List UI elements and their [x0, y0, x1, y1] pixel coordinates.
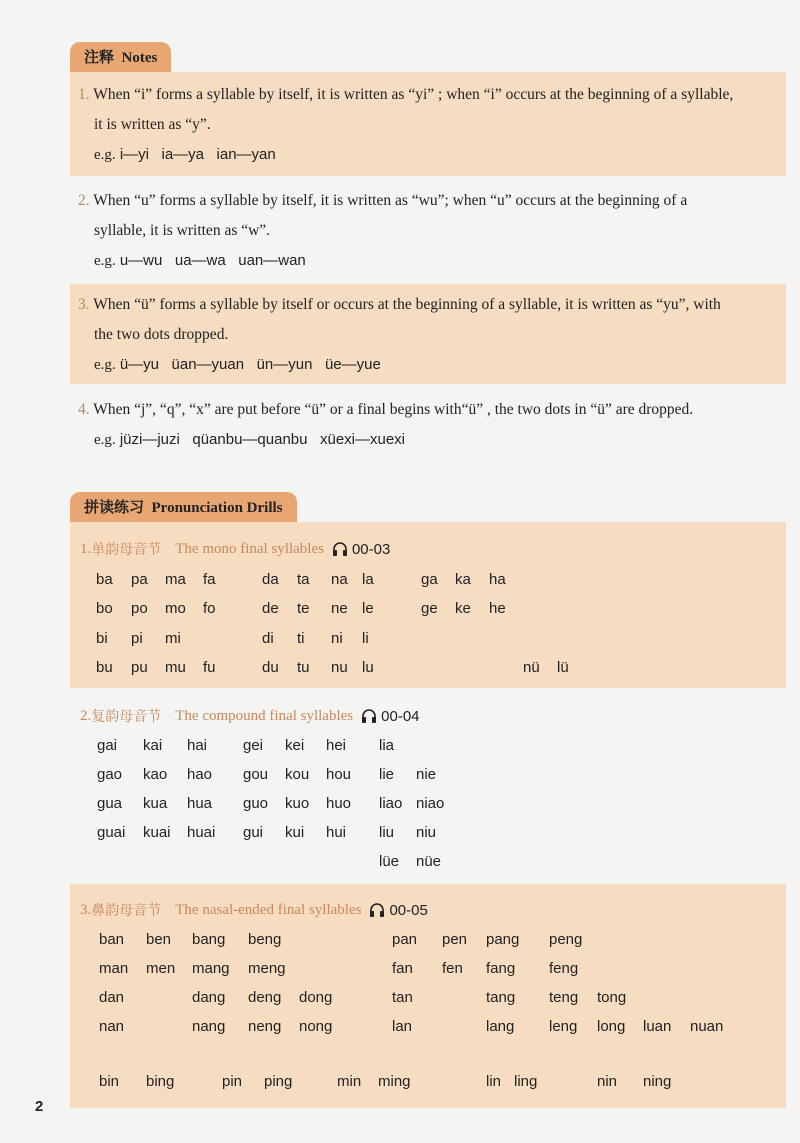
syllable: feng [549, 960, 579, 977]
syllable: min [337, 1073, 362, 1090]
syllable: bu [96, 658, 113, 676]
syllable: fang [486, 960, 516, 977]
syllable: gua [97, 795, 123, 812]
note-2-line-1 [78, 186, 788, 216]
note-3-line-1 [78, 290, 788, 320]
note-4-example: e.g. jüzi—juzi qüanbu—quanbu xüexi—xuexi [94, 431, 406, 448]
syllable: ning [643, 1073, 672, 1090]
syllable: pi [131, 629, 143, 647]
syllable: men [146, 960, 176, 977]
notes-tab-cn: 注释 [84, 48, 115, 66]
headphones-icon[interactable] [332, 541, 348, 557]
syllable: niu [416, 824, 437, 841]
syllable: dan [99, 989, 125, 1006]
syllable: lüe [379, 853, 400, 870]
drills-tab [70, 492, 297, 522]
drills-tab-en: Pronunciation Drills [151, 500, 283, 516]
note-1-line-1 [78, 80, 788, 110]
syllable: guai [97, 824, 126, 841]
note-2-example: e.g. u—wu ua—wa uan—wan [94, 252, 306, 269]
syllable: hai [187, 737, 208, 754]
syllable: lü [557, 658, 569, 676]
note-4-text-1: When “j”, “q”, “x” are put before “ü” or a final begins with“ü” , the two dots in “ü” are dropped. [93, 401, 694, 418]
syllable: nü [523, 658, 540, 676]
syllable: kua [143, 795, 168, 812]
headphones-icon[interactable] [361, 708, 377, 724]
drill-2-title [80, 706, 420, 726]
syllable: ga [421, 571, 438, 588]
drill-3-number: 3. [80, 901, 92, 918]
headphones-icon[interactable] [369, 902, 385, 918]
syllable: nie [416, 766, 437, 783]
syllable: ming [378, 1073, 411, 1090]
note-4-line-1 [78, 395, 788, 425]
syllable: tang [486, 989, 516, 1006]
syllable: dang [192, 989, 226, 1006]
syllable: luan [643, 1018, 672, 1035]
drill-1-audio-ref: 00-03 [351, 540, 391, 558]
syllable: kai [143, 737, 163, 754]
page-number: 2 [35, 1098, 44, 1115]
syllable: fo [203, 600, 216, 618]
syllable: beng [248, 931, 282, 948]
syllable: pang [486, 931, 520, 948]
note-3-text-2: the two dots dropped. [94, 326, 229, 343]
syllable: bin [99, 1073, 120, 1090]
note-4-number: 4. [78, 401, 90, 418]
syllable: fa [203, 571, 216, 588]
syllable: de [262, 600, 279, 618]
syllable: niao [416, 795, 445, 812]
syllable: bang [192, 931, 226, 948]
syllable: ni [331, 629, 343, 647]
syllable: dong [299, 989, 333, 1006]
syllable: li [362, 629, 369, 647]
syllable: po [131, 600, 148, 618]
syllable: di [262, 629, 274, 647]
drill-1-title-en: The mono final syllables [175, 540, 324, 557]
note-1 [78, 80, 788, 170]
drills-tab-cn: 拼读练习 [84, 498, 145, 516]
syllable: ba [96, 571, 113, 588]
syllable: liu [379, 824, 395, 841]
syllable: ping [264, 1073, 293, 1090]
syllable: gou [243, 766, 269, 783]
syllable: kuai [143, 824, 171, 841]
syllable: le [362, 600, 374, 618]
syllable: bo [96, 600, 113, 618]
drill-1-title [80, 539, 390, 559]
syllable: fen [442, 960, 463, 977]
drill-2-audio-ref: 00-04 [381, 707, 420, 725]
syllable: man [99, 960, 129, 977]
note-2-number: 2. [78, 192, 90, 209]
syllable: pu [131, 658, 148, 676]
syllable: huai [187, 824, 216, 841]
syllable: ban [99, 931, 125, 948]
drill-2-title-cn: 复韵母音节 [91, 709, 162, 725]
syllable: meng [248, 960, 286, 977]
syllable: fu [203, 658, 216, 676]
syllable: mo [165, 600, 186, 618]
syllable: bi [96, 629, 108, 647]
syllable: lang [486, 1018, 515, 1035]
syllable: na [331, 571, 348, 588]
note-1-text-1: When “i” forms a syllable by itself, it is written as “yi” ; when “i” occurs at the beginning of a syllable, [93, 86, 734, 103]
syllable: ka [455, 571, 471, 588]
syllable: kui [285, 824, 305, 841]
syllable: tu [297, 658, 310, 676]
notes-tab [70, 42, 171, 72]
syllable: nan [99, 1018, 125, 1035]
syllable: du [262, 658, 279, 676]
drill-1-title-cn: 单韵母音节 [91, 542, 162, 558]
syllable: la [362, 571, 374, 588]
drill-3-title [80, 900, 428, 920]
syllable: liao [379, 795, 403, 812]
syllable: hui [326, 824, 347, 841]
note-1-example: e.g. i—yi ia—ya ian—yan [94, 146, 276, 163]
syllable: nu [331, 658, 348, 676]
note-3 [78, 290, 788, 380]
syllable: da [262, 571, 279, 588]
syllable: nang [192, 1018, 226, 1035]
syllable: mang [192, 960, 230, 977]
syllable: nin [597, 1073, 618, 1090]
syllable: lie [379, 766, 395, 783]
note-1-number: 1. [78, 86, 90, 103]
syllable: ti [297, 629, 305, 647]
drill-3-title-en: The nasal-ended final syllables [175, 901, 362, 918]
syllable: lia [379, 737, 395, 754]
syllable: hou [326, 766, 352, 783]
drill-3-title-cn: 鼻韵母音节 [91, 903, 162, 919]
syllable: pin [222, 1073, 243, 1090]
syllable: nuan [690, 1018, 724, 1035]
syllable: kou [285, 766, 310, 783]
syllable: lin [486, 1073, 502, 1090]
syllable: teng [549, 989, 579, 1006]
syllable: ne [331, 600, 348, 618]
syllable: hua [187, 795, 213, 812]
syllable: deng [248, 989, 282, 1006]
syllable: neng [248, 1018, 282, 1035]
syllable: gei [243, 737, 264, 754]
syllable: kuo [285, 795, 310, 812]
drill-1-number: 1. [80, 540, 92, 557]
syllable: guo [243, 795, 269, 812]
note-3-number: 3. [78, 296, 90, 313]
syllable: hei [326, 737, 347, 754]
syllable: tong [597, 989, 627, 1006]
syllable: gai [97, 737, 118, 754]
syllable: nüe [416, 853, 442, 870]
syllable: huo [326, 795, 352, 812]
syllable: tan [392, 989, 413, 1006]
syllable: lu [362, 658, 374, 676]
drill-2-title-en: The compound final syllables [175, 707, 354, 724]
syllable: hao [187, 766, 213, 783]
syllable: ta [297, 571, 310, 588]
syllable: te [297, 600, 310, 618]
syllable: nong [299, 1018, 333, 1035]
note-2-text-2: syllable, it is written as “w”. [94, 222, 271, 239]
syllable: long [597, 1018, 626, 1035]
syllable: gui [243, 824, 264, 841]
syllable: kei [285, 737, 305, 754]
syllable: fan [392, 960, 413, 977]
note-1-text-2: it is written as “y”. [94, 116, 211, 133]
syllable: pa [131, 571, 148, 588]
syllable: gao [97, 766, 123, 783]
note-2-text-1: When “u” forms a syllable by itself, it is written as “wu”; when “u” occurs at the beginning of a [93, 192, 688, 209]
syllable: mu [165, 658, 186, 676]
drill-2-number: 2. [80, 707, 92, 724]
syllable: mi [165, 629, 181, 647]
syllable: peng [549, 931, 583, 948]
drill-3-audio-ref: 00-05 [389, 901, 428, 919]
syllable: pan [392, 931, 418, 948]
syllable: ha [489, 571, 506, 588]
syllable: ling [514, 1073, 538, 1090]
syllable: ben [146, 931, 172, 948]
note-3-example: e.g. ü—yu üan—yuan ün—yun üe—yue [94, 356, 381, 373]
note-2 [78, 186, 788, 276]
syllable: lan [392, 1018, 413, 1035]
syllable: ma [165, 571, 186, 588]
syllable: ke [455, 600, 471, 618]
syllable: kao [143, 766, 168, 783]
syllable: bing [146, 1073, 175, 1090]
syllable: leng [549, 1018, 578, 1035]
note-3-text-1: When “ü” forms a syllable by itself or occurs at the beginning of a syllable, it is written as “yu”, with [93, 296, 721, 313]
syllable: pen [442, 931, 468, 948]
note-4 [78, 395, 788, 455]
syllable: ge [421, 600, 438, 618]
syllable: he [489, 600, 506, 618]
notes-tab-en: Notes [121, 50, 158, 66]
